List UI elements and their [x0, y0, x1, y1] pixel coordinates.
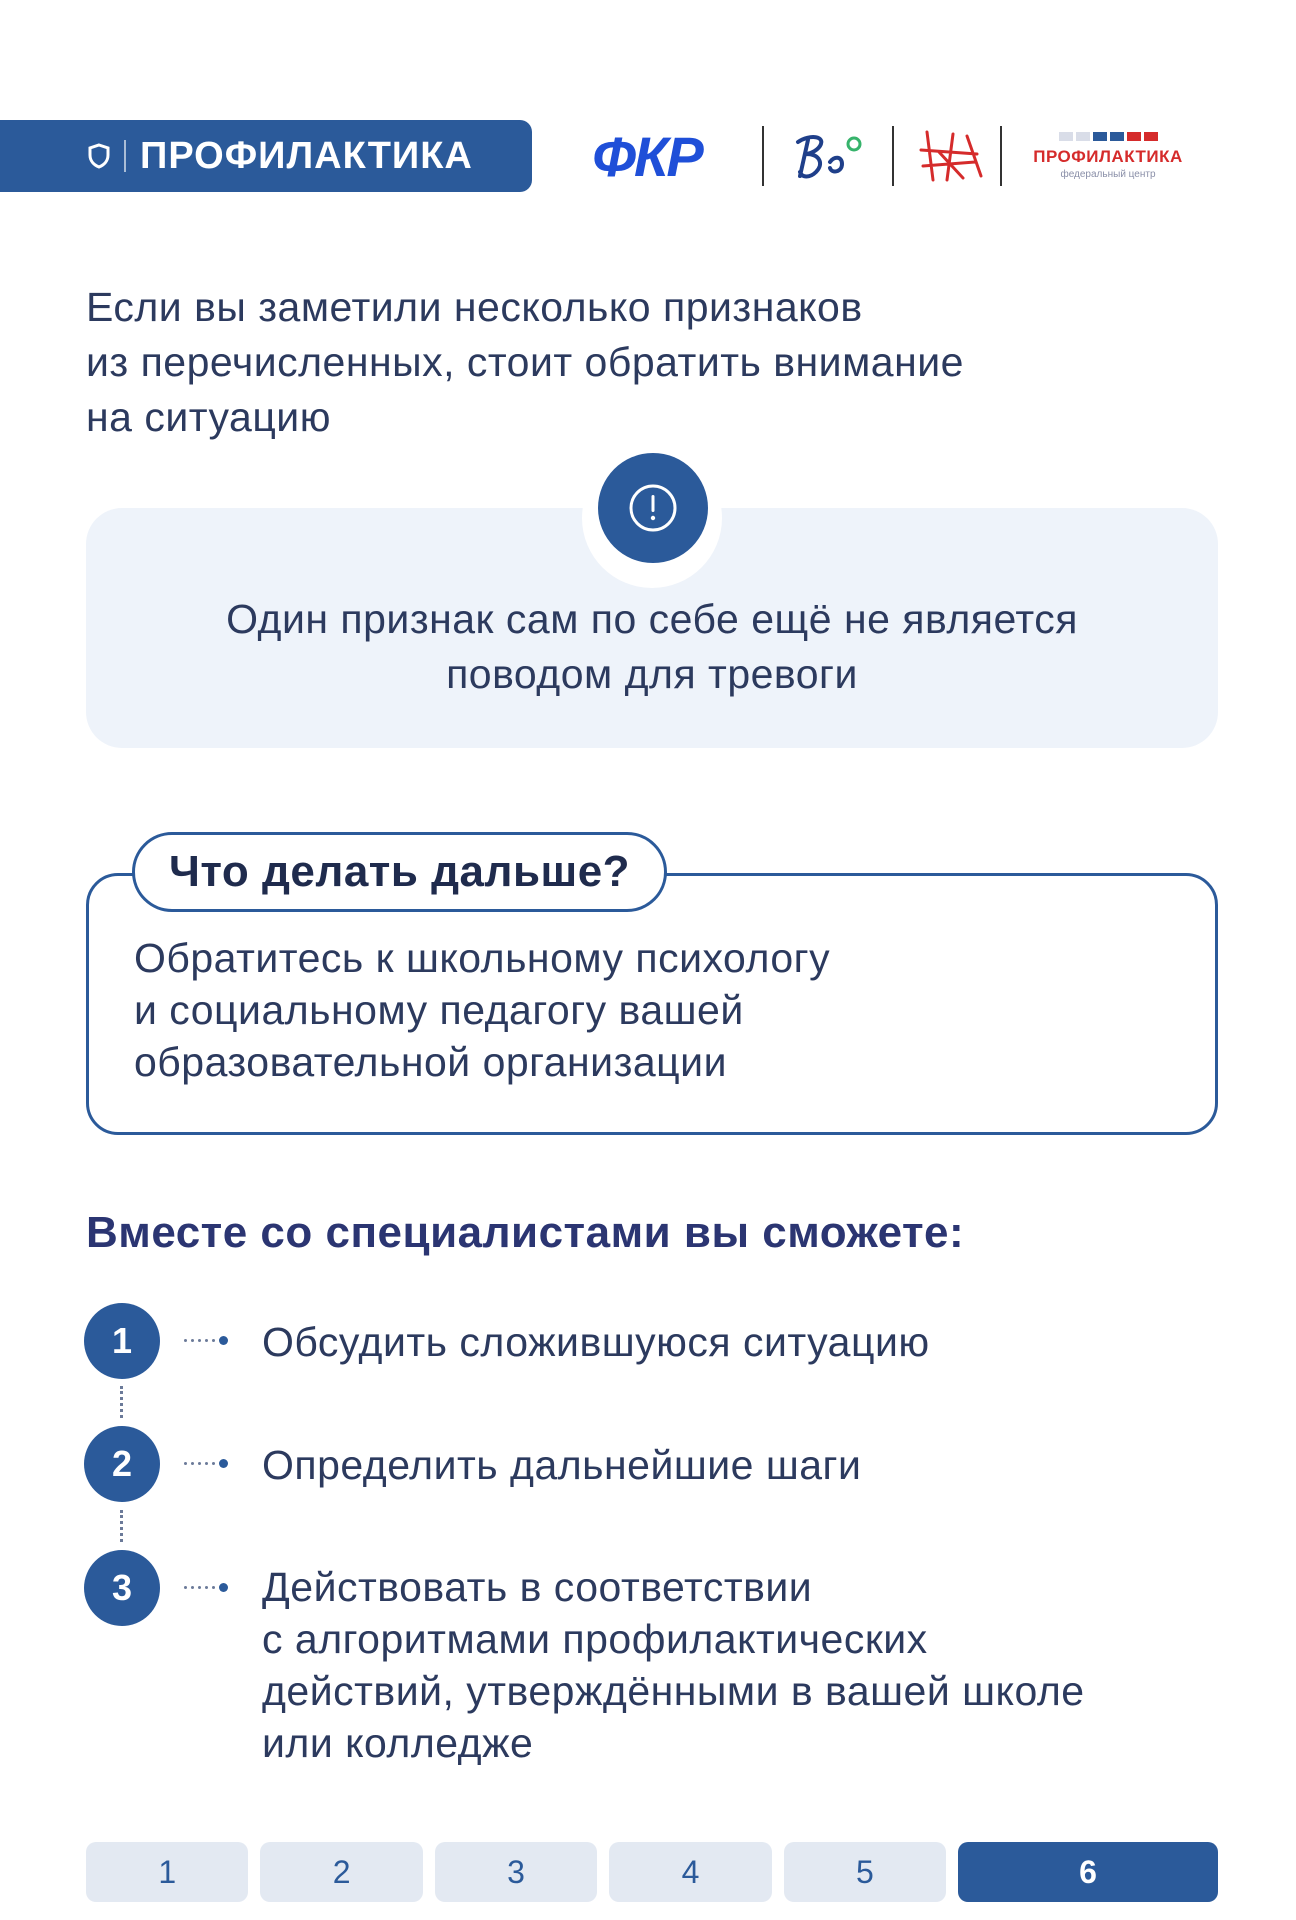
fkr-logo	[572, 120, 722, 192]
logo-divider	[762, 126, 764, 186]
profilaktika-logo-subtitle: федеральный центр	[1060, 169, 1156, 180]
page-button-3[interactable]: 3	[435, 1842, 597, 1902]
brand-tag	[0, 120, 532, 192]
step-line: с алгоритмами профилактических	[262, 1616, 928, 1662]
chair-logo	[904, 120, 1000, 192]
page-button-1[interactable]: 1	[86, 1842, 248, 1902]
vo-logo	[782, 120, 878, 192]
next-line: Обратитесь к школьному психологу	[134, 935, 831, 981]
step-number-2: 2	[84, 1426, 160, 1502]
step-pointer	[184, 1583, 228, 1592]
brand-separator	[124, 140, 126, 172]
step-line: Обсудить сложившуюся ситуацию	[262, 1319, 930, 1365]
intro-line: Если вы заметили несколько признаков	[86, 284, 863, 330]
next-steps-text	[134, 932, 1184, 1088]
shield-icon	[88, 143, 110, 169]
step-line: или колледже	[262, 1720, 534, 1766]
note-icon-badge	[598, 453, 708, 563]
page-button-5[interactable]: 5	[784, 1842, 946, 1902]
chair-logo-mark	[917, 126, 987, 186]
step-pointer	[184, 1459, 228, 1468]
exclamation-circle-icon	[626, 481, 680, 535]
step-connector	[120, 1386, 123, 1418]
flag-bars	[1059, 132, 1158, 141]
step-text-2	[262, 1439, 1222, 1491]
vo-logo-mark	[790, 128, 870, 184]
next-steps-title: Что делать дальше?	[132, 832, 667, 912]
profilaktika-center-logo	[1018, 120, 1198, 192]
step-line: Действовать в соответствии	[262, 1564, 813, 1610]
step-text-1	[262, 1316, 1222, 1368]
page-button-4[interactable]: 4	[609, 1842, 771, 1902]
step-number-3: 3	[84, 1550, 160, 1626]
specialists-title: Вместе со специалистами вы сможете:	[86, 1208, 965, 1257]
pagination	[86, 1842, 1218, 1902]
page-button-2[interactable]: 2	[260, 1842, 422, 1902]
step-pointer	[184, 1336, 228, 1345]
intro-line: из перечисленных, стоит обратить внимание	[86, 339, 964, 385]
note-line: поводом для тревоги	[446, 651, 858, 697]
intro-text	[86, 280, 1186, 445]
step-text-3	[262, 1561, 1222, 1769]
profilaktika-logo-title: ПРОФИЛАКТИКА	[1033, 147, 1183, 166]
logo-divider	[1000, 126, 1002, 186]
intro-line: на ситуацию	[86, 394, 331, 440]
next-line: образовательной организации	[134, 1039, 727, 1085]
step-number-1: 1	[84, 1303, 160, 1379]
brand-label: ПРОФИЛАКТИКА	[140, 134, 473, 177]
fkr-logo-text: ФКР	[592, 124, 702, 188]
page-button-6[interactable]: 6	[958, 1842, 1218, 1902]
note-line: Один признак сам по себе ещё не является	[226, 596, 1078, 642]
step-connector	[120, 1510, 123, 1542]
step-line: действий, утверждёнными в вашей школе	[262, 1668, 1085, 1714]
logo-divider	[892, 126, 894, 186]
next-line: и социальному педагогу вашей	[134, 987, 744, 1033]
step-line: Определить дальнейшие шаги	[262, 1442, 862, 1488]
note-text	[86, 592, 1218, 702]
